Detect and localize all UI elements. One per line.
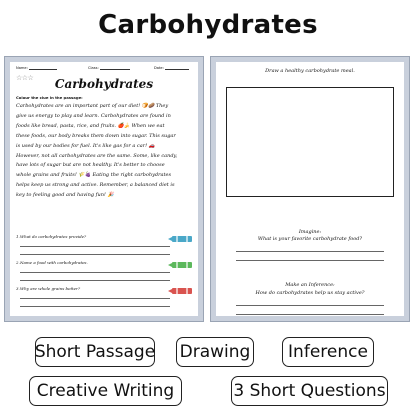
answer-line <box>20 254 170 255</box>
imagine-question: What is your favorite carbohydrate food? <box>257 236 363 242</box>
answer-line <box>236 251 384 252</box>
question-1 <box>16 234 192 260</box>
passage-line: However, not all carbohydrates are the same. Some, like candy, <box>16 152 178 159</box>
tag-creative-writing: Creative Writing <box>29 376 182 406</box>
worksheet-title: Carbohydrates <box>54 77 154 91</box>
answer-line <box>20 306 170 307</box>
question-text: Name a food with carbohydrates. <box>20 260 88 265</box>
page-title: Carbohydrates <box>98 10 318 40</box>
passage-line: these foods, our body breaks them down into sugar. This sugar <box>16 132 176 139</box>
question-text: Why are whole grains better? <box>20 286 81 291</box>
name-label: Name: <box>16 66 28 70</box>
tag-3-short-questions: 3 Short Questions <box>231 376 388 406</box>
imagine-heading: Imagine: <box>298 229 322 235</box>
answer-line <box>236 314 384 315</box>
answer-line <box>236 260 384 261</box>
passage-line: foods like bread, pasta, rice, and fruits. 🍎🍌 When we eat <box>16 122 165 129</box>
rating-stars-icon: ☆☆☆ <box>16 74 34 82</box>
question-text: What do carbohydrates provide? <box>20 234 87 239</box>
name-field <box>16 66 57 70</box>
answer-line <box>20 272 170 273</box>
worksheet-page <box>216 62 404 316</box>
tag-drawing: Drawing <box>176 337 254 367</box>
crayon-icon <box>172 262 192 268</box>
crayon-icon <box>172 236 192 242</box>
question-number: 3. <box>16 286 20 291</box>
class-label: Class: <box>88 66 99 70</box>
date-label: Date: <box>154 66 164 70</box>
answer-line <box>236 305 384 306</box>
crayon-icon <box>172 288 192 294</box>
question-3 <box>16 286 192 312</box>
reading-passage <box>16 102 193 201</box>
question-2 <box>16 260 192 286</box>
passage-line: is used by our bodies for fuel. It's like gas for a car! 🚗 <box>16 142 155 149</box>
question-number: 2. <box>16 260 20 265</box>
tag-inference: Inference <box>282 337 374 367</box>
passage-line: helps keep us strong and active. Remember, a balanced diet is <box>16 182 175 189</box>
student-info-row <box>16 66 192 74</box>
passage-line: have lots of sugar but are not healthy. It's better to choose <box>16 162 165 169</box>
answer-line <box>20 298 170 299</box>
tag-short-passage: Short Passage <box>35 337 155 367</box>
drawing-box <box>226 87 394 197</box>
class-field <box>88 66 130 70</box>
worksheet-page <box>10 62 198 316</box>
worksheet-activity-preview <box>210 56 410 322</box>
passage-line: whole grains and fruits! 🌾🍇 Eating the right carbohydrates <box>16 172 172 179</box>
passage-instruction: Colour the clue in the passage: <box>16 95 83 100</box>
worksheet-passage-preview <box>4 56 204 322</box>
answer-line <box>20 280 170 281</box>
inference-question: How do carbohydrates help us stay active? <box>255 290 365 296</box>
answer-line <box>20 246 170 247</box>
passage-line: give us energy to play and learn. Carbohydrates are found in <box>16 112 171 119</box>
question-number: 1. <box>16 234 20 239</box>
date-field <box>154 66 189 70</box>
inference-heading: Make an Inference: <box>285 282 335 288</box>
passage-line: Carbohydrates are an important part of our diet! 🍞🥔 They <box>16 103 169 109</box>
drawing-instruction: Draw a healthy carbohydrate meal. <box>265 68 355 74</box>
passage-line: key to feeling good and having fun! 🎉 <box>16 192 114 199</box>
